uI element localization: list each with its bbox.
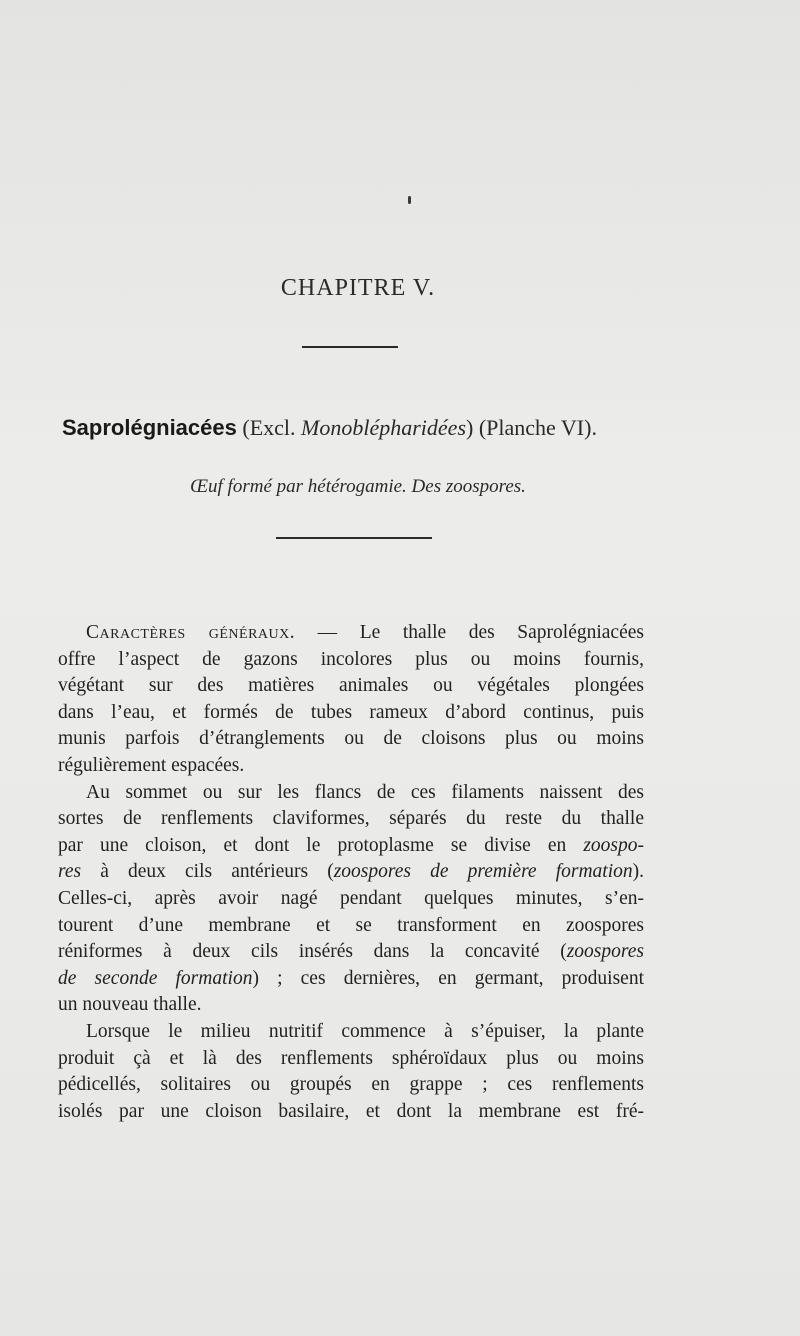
text-line (58, 806, 644, 833)
text-run: munis parfois d’étranglements ou de cloisons plus ou moins (58, 728, 644, 750)
text-run: régulièrement espacées. (58, 754, 245, 776)
text-run: tourent d’une membrane et se transforment en zoospores (58, 914, 644, 936)
text-line (58, 913, 644, 940)
text-run: de seconde formation (58, 967, 253, 989)
text-line (58, 833, 644, 860)
text-run: réniformes à deux cils insérés dans la concavité ( (58, 941, 567, 963)
section-name: Saprolégniacées (62, 415, 237, 440)
text-run: res (58, 861, 82, 883)
ink-speck (408, 196, 411, 204)
text-line (58, 939, 644, 966)
text-line (58, 859, 644, 886)
text-run: zoospores (566, 941, 644, 963)
text-line (58, 753, 644, 780)
text-run: par une cloison, et dont le protoplasme se divise en (58, 834, 584, 856)
text-line (58, 1046, 644, 1073)
text-run: — Le thalle des Saprolégniacées (295, 622, 644, 643)
text-run: produit çà et là des renflements sphéroïdaux plus ou moins (58, 1047, 644, 1069)
text-run: zoospo- (583, 834, 644, 856)
exclusion-suffix: ) (466, 415, 474, 440)
text-line (58, 1072, 644, 1099)
text-line (58, 700, 644, 727)
text-line (58, 726, 644, 753)
body-text (58, 620, 644, 1125)
text-line (58, 673, 644, 700)
chapter-heading: CHAPITRE V. (280, 275, 436, 301)
section-rule (276, 537, 432, 539)
section-title (62, 415, 662, 441)
section-subtitle: Œuf formé par hétérogamie. Des zoospores. (190, 476, 526, 497)
text-run: isolés par une cloison basilaire, et dont la membrane est fré- (58, 1100, 644, 1122)
text-run: un nouveau thalle. (58, 994, 202, 1016)
plate-reference: (Planche VI). (478, 415, 597, 440)
text-line (58, 1019, 644, 1046)
text-run: ). (632, 861, 645, 883)
chapter-rule (302, 346, 398, 348)
text-run: pédicellés, solitaires ou groupés en grappe ; ces renflements (58, 1074, 644, 1096)
text-run: à deux cils antérieurs ( (81, 861, 334, 883)
text-run: offre l’aspect de gazons incolores plus ou moins fournis, (58, 648, 644, 670)
text-run: dans l’eau, et formés de tubes rameux d’abord continus, puis (58, 701, 644, 723)
text-line (58, 620, 644, 647)
exclusion-prefix: (Excl. (242, 415, 296, 440)
text-run: Celles-ci, après avoir nagé pendant quelques minutes, s’en- (58, 887, 644, 909)
text-line (58, 1099, 644, 1126)
text-run: Lorsque le milieu nutritif commence à s’épuiser, la plante (86, 1020, 644, 1042)
text-line (58, 966, 644, 993)
text-run: végétant sur des matières animales ou végétales plongées (58, 675, 644, 697)
text-line (58, 992, 644, 1019)
text-line (58, 647, 644, 674)
excluded-family: Monoblépharidées (301, 415, 466, 440)
text-line (58, 886, 644, 913)
text-run: zoospores de première formation (333, 861, 633, 883)
text-run: Au sommet ou sur les flancs de ces filaments naissent des (86, 781, 644, 803)
text-run: sortes de renflements claviformes, séparés du reste du thalle (58, 808, 644, 830)
text-run: ) ; ces dernières, en germant, produisent (252, 967, 644, 989)
text-line (58, 780, 644, 807)
text-run: Caractères généraux. (86, 622, 296, 643)
